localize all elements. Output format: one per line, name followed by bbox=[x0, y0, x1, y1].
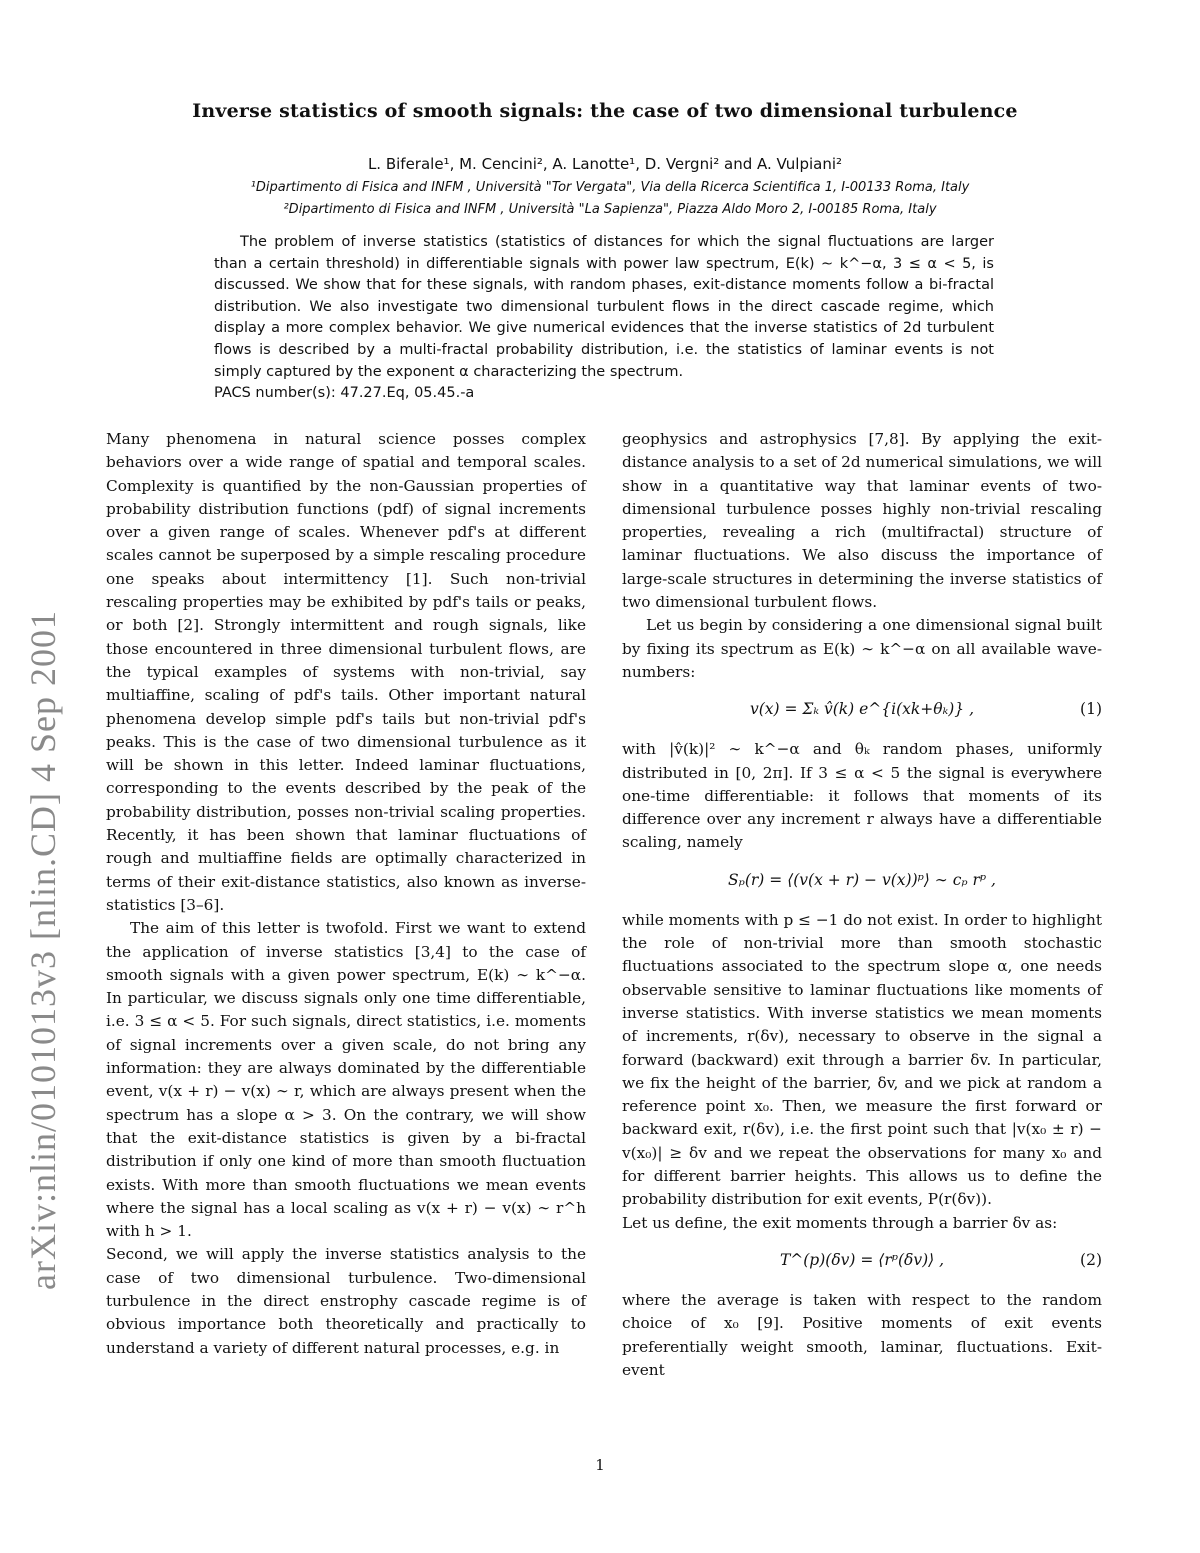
abstract bbox=[214, 232, 994, 405]
body-paragraph: Many phenomena in natural science posses complex behaviors over a wide range of spatial and temporal scales. Complexity is quantified by the non-Gaussian properties of probability distribution functions (pdf) of signal increments over a given range of scales. Whenever pdf's at different scales cannot be superposed by a simple rescaling procedure one speaks about intermittency [1]. Such non-trivial rescaling properties may be exhibited by pdf's tails or peaks, or both [2]. Strongly intermittent and rough signals, like those encountered in three dimensional turbulent flows, are the typical examples of systems with non-trivial, say multiaffine, scaling of pdf's tails. Other important natural phenomena develop simple pdf's tails but non-trivial pdf's peaks. This is the case of two dimensional turbulence as it will be shown in this letter. Indeed laminar fluctuations, corresponding to the events described by the peak of the probability distribution, posses non-trivial scaling properties. Recently, it has been shown that laminar fluctuations of rough and multiaffine fields are optimally characterized in terms of their exit-distance statistics, also known as inverse-statistics [3–6]. bbox=[106, 430, 586, 914]
body-paragraph: Let us define, the exit moments through a barrier δv as: bbox=[622, 1213, 1058, 1232]
body-paragraph: where the average is taken with respect to the random choice of x₀ [9]. Positive moments of exit events preferentially weight smooth, laminar, fluctuations. Exit-event bbox=[622, 1290, 1102, 1379]
author-list: L. Biferale¹, M. Cencini², A. Lanotte¹, D. Vergni² and A. Vulpiani² bbox=[367, 155, 843, 173]
equation-structure-function bbox=[622, 855, 1102, 909]
arxiv-identifier-stamp: arXiv:nlin/0101013v3 [nlin.CD] 4 Sep 2001 bbox=[23, 610, 63, 1290]
body-paragraph: Second, we will apply the inverse statistics analysis to the case of two dimensional turbulence. Two-dimensional turbulence in the direct enstrophy cascade regime is of obvious importance both theoretically and practically to understand a variety of different natural processes, e.g. in bbox=[106, 1245, 586, 1357]
equation-1 bbox=[622, 684, 1102, 738]
abstract-text: The problem of inverse statistics (statistics of distances for which the signal fluctuations are larger than a certain threshold) in differentiable signals with power law spectrum, E(k) ∼ k^−α, 3 ≤ α < 5, is discussed. We show that for these signals, with random phases, exit-distance moments follow a bi-fractal distribution. We also investigate two dimensional turbulent flows in the direct cascade regime, which display a more complex behavior. We give numerical evidences that the inverse statistics of 2d turbulent flows is described by a multi-fractal probability distribution, i.e. the statistics of laminar events is not simply captured by the exponent α characterizing the spectrum. bbox=[214, 234, 994, 380]
equation-expression: v(x) = Σₖ v̂(k) e^{i(xk+θₖ)} , bbox=[749, 700, 975, 719]
equation-expression: T^(p)(δv) = ⟨rᵖ(δv)⟩ , bbox=[779, 1250, 945, 1269]
affiliation-1: ¹Dipartimento di Fisica and INFM , Università "Tor Vergata", Via della Ricerca Scientifica 1, I-00133 Roma, Italy bbox=[250, 180, 970, 195]
paper-title: Inverse statistics of smooth signals: the case of two dimensional turbulence bbox=[192, 100, 1018, 122]
body-paragraph: with |v̂(k)|² ∼ k^−α and θₖ random phases, uniformly distributed in [0, 2π]. If 3 ≤ α < 5 the signal is everywhere one-time differentiable: it follows that moments of its difference over any increment r always have a differentiable scaling, namely bbox=[622, 740, 1102, 852]
body-paragraph: geophysics and astrophysics [7,8]. By applying the exit-distance analysis to a set of 2d numerical simulations, we will show in a quantitative way that laminar events of two-dimensional turbulence posses highly non-trivial rescaling properties, revealing a rich (multifractal) structure of laminar fluctuations. We also discuss the importance of large-scale structures in determining the inverse statistics of two dimensional turbulent flows. bbox=[622, 430, 1102, 612]
equation-number: (2) bbox=[1080, 1250, 1102, 1269]
affiliation-2: ²Dipartimento di Fisica and INFM , Università "La Sapienza", Piazza Aldo Moro 2, I-00185 Roma, Italy bbox=[283, 202, 937, 217]
body-paragraph: Let us begin by considering a one dimensional signal built by fixing its spectrum as E(k) ∼ k^−α on all available wave-numbers: bbox=[622, 616, 1102, 681]
page-number: 1 bbox=[595, 1456, 605, 1474]
left-column bbox=[106, 428, 586, 1360]
equation-number: (1) bbox=[1080, 700, 1102, 719]
right-column bbox=[622, 428, 1102, 1382]
body-paragraph: while moments with p ≤ −1 do not exist. In order to highlight the role of non-trivial more than smooth stochastic fluctuations associated to the spectrum slope α, one needs observable sensitive to laminar fluctuations like moments of inverse statistics. With inverse statistics we mean moments of increments, r(δv), necessary to observe in the signal a forward (backward) exit through a barrier δv. In particular, we fix the height of the barrier, δv, and we pick at random a reference point x₀. Then, we measure the first forward or backward exit, r(δv), i.e. the first point such that |v(x₀ ± r) − v(x₀)| ≥ δv and we repeat the observations for many x₀ and for different barrier heights. This allows us to define the probability distribution for exit events, P(r(δv)). bbox=[622, 910, 1102, 1209]
equation-expression: Sₚ(r) = ⟨(v(x + r) − v(x))ᵖ⟩ ∼ cₚ rᵖ , bbox=[728, 870, 996, 889]
pacs-numbers: PACS number(s): 47.27.Eq, 05.45.-a bbox=[214, 385, 475, 402]
body-paragraph: The aim of this letter is twofold. First we want to extend the application of inverse statistics [3,4] to the case of smooth signals with a given power spectrum, E(k) ∼ k^−α. In particular, we discuss signals only one time differentiable, i.e. 3 ≤ α < 5. For such signals, direct statistics, i.e. moments of signal increments over a given scale, do not bring any information: they are always dominated by the differentiable event, v(x + r) − v(x) ∼ r, which are always present when the spectrum has a slope α > 3. On the contrary, we will show that the exit-distance statistics is given by a bi-fractal distribution if only one kind of more than smooth fluctuation exists. With more than smooth fluctuations we mean events where the signal has a local scaling as v(x + r) − v(x) ∼ r^h with h > 1. bbox=[106, 919, 586, 1241]
equation-2 bbox=[622, 1235, 1102, 1289]
